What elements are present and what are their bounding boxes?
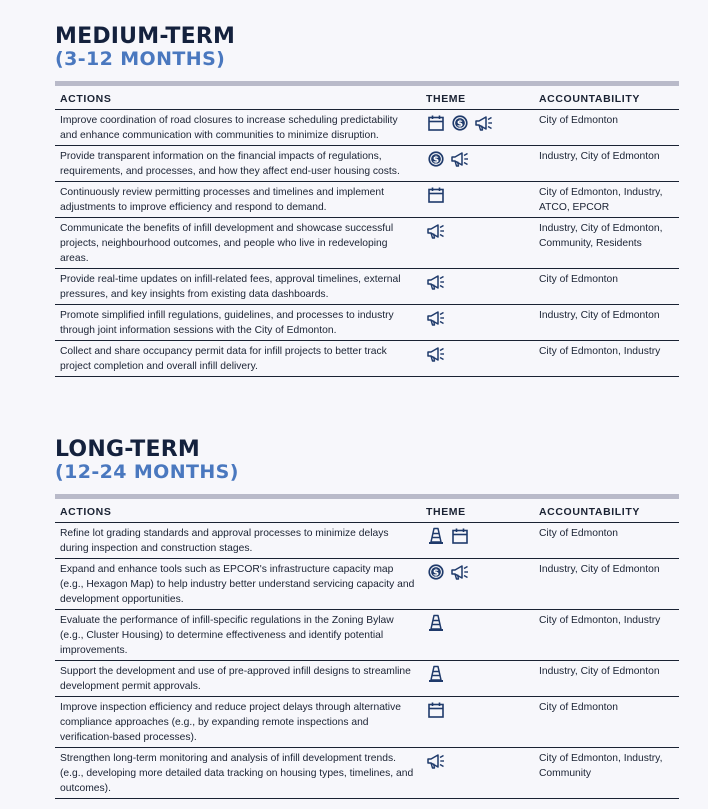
megaphone-icon xyxy=(426,222,446,240)
theme-cell xyxy=(421,341,534,377)
accountability-cell: City of Edmonton, Industry xyxy=(534,341,679,377)
action-cell: Improve inspection efficiency and reduce project delays through alternative compliance approaches (e.g., by expanding remote inspections and verification-based processes). xyxy=(55,697,421,748)
long-term-rows xyxy=(55,523,679,799)
accountability-cell: Industry, City of Edmonton xyxy=(534,661,679,697)
table-row xyxy=(55,182,679,218)
table-row xyxy=(55,697,679,748)
action-cell: Promote simplified infill regulations, guidelines, and processes to industry through joint information sessions with the City of Edmonton. xyxy=(55,305,421,341)
medium-term-rows xyxy=(55,110,679,377)
theme-cell xyxy=(421,661,534,697)
theme-cell xyxy=(421,110,534,146)
theme-cell xyxy=(421,610,534,661)
megaphone-icon xyxy=(426,309,446,327)
theme-cell xyxy=(421,218,534,269)
table-row xyxy=(55,523,679,559)
table-row xyxy=(55,110,679,146)
accountability-cell: City of Edmonton, Industry xyxy=(534,610,679,661)
svg-text:$: $ xyxy=(432,155,440,166)
accountability-cell: City of Edmonton, Industry, ATCO, EPCOR xyxy=(534,182,679,218)
theme-cell xyxy=(421,559,534,610)
theme-cell xyxy=(421,305,534,341)
dollar-coin-icon xyxy=(450,114,470,132)
traffic-cone-icon xyxy=(426,614,446,632)
accountability-cell: Industry, City of Edmonton xyxy=(534,559,679,610)
dollar-coin-icon xyxy=(426,150,446,168)
actions-header: ACTIONS xyxy=(55,86,421,110)
svg-text:$: $ xyxy=(456,119,464,130)
table-row xyxy=(55,305,679,341)
theme-cell xyxy=(421,269,534,305)
calendar-icon xyxy=(426,701,446,719)
theme-cell xyxy=(421,697,534,748)
table-row xyxy=(55,661,679,697)
medium-term-table xyxy=(55,86,679,377)
accountability-cell: City of Edmonton xyxy=(534,697,679,748)
action-cell: Improve coordination of road closures to increase scheduling predictability and enhance communication with communities to minimize disruption. xyxy=(55,110,421,146)
action-cell: Support the development and use of pre-approved infill designs to streamline development permit approvals. xyxy=(55,661,421,697)
calendar-icon xyxy=(426,186,446,204)
table-header-row xyxy=(55,86,679,110)
table-row xyxy=(55,269,679,305)
accountability-header: ACCOUNTABILITY xyxy=(534,499,679,523)
action-cell: Provide real-time updates on infill-related fees, approval timelines, external pressures, and key insights from existing data dashboards. xyxy=(55,269,421,305)
theme-header: THEME xyxy=(421,86,534,110)
theme-cell xyxy=(421,523,534,559)
megaphone-icon xyxy=(426,752,446,770)
accountability-cell: City of Edmonton xyxy=(534,269,679,305)
theme-cell xyxy=(421,182,534,218)
table-row xyxy=(55,341,679,377)
traffic-cone-icon xyxy=(426,665,446,683)
table-row xyxy=(55,146,679,182)
traffic-cone-icon xyxy=(426,527,446,545)
medium-term-section xyxy=(55,26,679,377)
action-cell: Refine lot grading standards and approval processes to minimize delays during inspection and construction stages. xyxy=(55,523,421,559)
accountability-cell: Industry, City of Edmonton xyxy=(534,305,679,341)
dollar-coin-icon xyxy=(426,563,446,581)
table-row xyxy=(55,218,679,269)
action-cell: Collect and share occupancy permit data for infill projects to better track project completion and overall infill delivery. xyxy=(55,341,421,377)
action-cell: Continuously review permitting processes and timelines and implement adjustments to improve efficiency and respond to demand. xyxy=(55,182,421,218)
action-cell: Provide transparent information on the financial impacts of regulations, requirements, and processes, and how they affect end-user housing costs. xyxy=(55,146,421,182)
accountability-cell: City of Edmonton xyxy=(534,110,679,146)
action-cell: Evaluate the performance of infill-specific regulations in the Zoning Bylaw (e.g., Cluster Housing) to determine effectiveness and identify potential improvements. xyxy=(55,610,421,661)
svg-text:$: $ xyxy=(432,568,440,579)
table-row xyxy=(55,610,679,661)
medium-term-subtitle: (3-12 MONTHS) xyxy=(55,48,226,70)
actions-header: ACTIONS xyxy=(55,499,421,523)
action-cell: Expand and enhance tools such as EPCOR's infrastructure capacity map (e.g., Hexagon Map) to help industry better understand servicing capacity and development opportunities. xyxy=(55,559,421,610)
megaphone-icon xyxy=(426,273,446,291)
theme-cell xyxy=(421,748,534,799)
megaphone-icon xyxy=(426,345,446,363)
action-cell: Strengthen long-term monitoring and analysis of infill development trends. (e.g., developing more detailed data tracking on housing types, timelines, and outcomes). xyxy=(55,748,421,799)
table-row xyxy=(55,748,679,799)
action-cell: Communicate the benefits of infill development and showcase successful projects, neighbourhood outcomes, and people who live in redeveloping areas. xyxy=(55,218,421,269)
calendar-icon xyxy=(426,114,446,132)
accountability-cell: Industry, City of Edmonton, Community, Residents xyxy=(534,218,679,269)
long-term-section xyxy=(55,439,679,799)
medium-term-title: MEDIUM-TERM xyxy=(55,24,236,49)
megaphone-icon xyxy=(474,114,494,132)
long-term-title: LONG-TERM xyxy=(55,437,200,462)
theme-cell xyxy=(421,146,534,182)
table-row xyxy=(55,559,679,610)
theme-header: THEME xyxy=(421,499,534,523)
megaphone-icon xyxy=(450,563,470,581)
accountability-cell: City of Edmonton, Industry, Community xyxy=(534,748,679,799)
accountability-header: ACCOUNTABILITY xyxy=(534,86,679,110)
accountability-cell: Industry, City of Edmonton xyxy=(534,146,679,182)
megaphone-icon xyxy=(450,150,470,168)
table-header-row xyxy=(55,499,679,523)
long-term-subtitle: (12-24 MONTHS) xyxy=(55,461,239,483)
long-term-table xyxy=(55,499,679,799)
accountability-cell: City of Edmonton xyxy=(534,523,679,559)
calendar-icon xyxy=(450,527,470,545)
